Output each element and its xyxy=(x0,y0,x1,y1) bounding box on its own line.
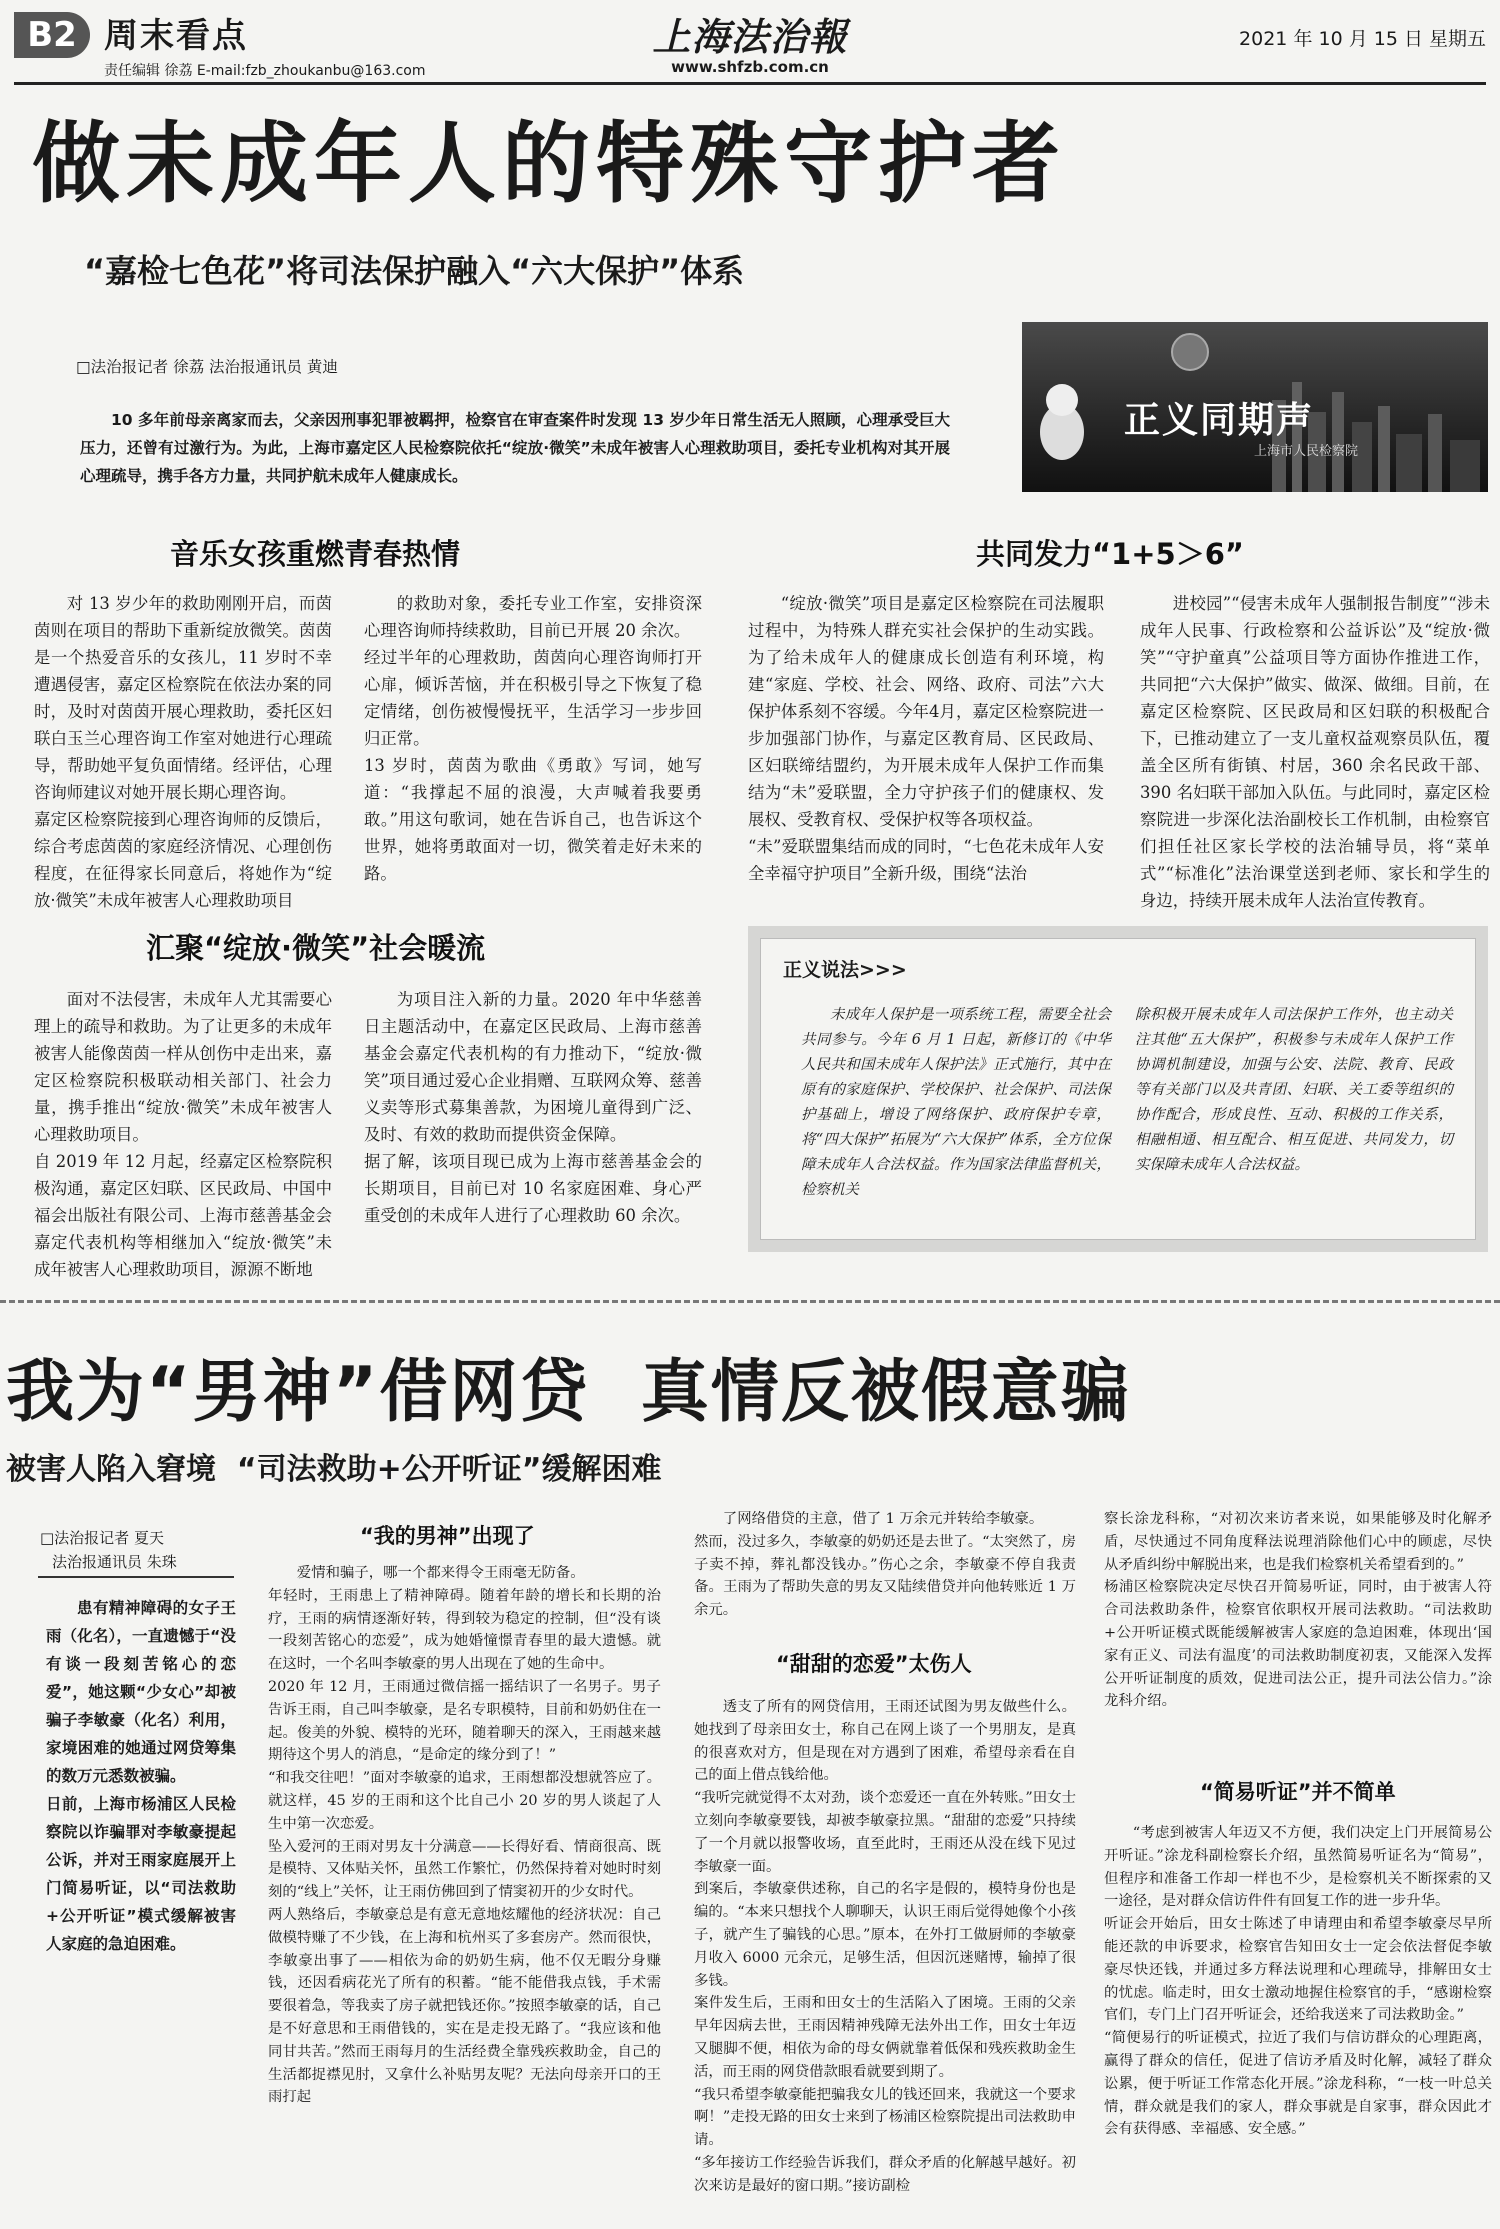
story2-col1: 爱情和骗子，哪一个都来得令王雨毫无防备。 年轻时，王雨患上了精神障碍。随着年龄的增长和长期的治疗，王雨的病情逐渐好转，得到较为稳定的控制，但“没有谈一段刻苦铭心的恋爱”，成为她婚憧憬青春里的最大遗憾。就在这时，一个名叫李敏豪的男人出现在了她的生命中。 2020 年 12 月，王雨通过微信摇一摇结识了一名男子。男子告诉王雨，自己叫李敏豪，是名专职模特，目前和奶奶住在一起。俊美的外貌、模特的光环，随着聊天的深入，王雨越来越期待这个男人的消息，“是命定的缘分到了！” “和我交往吧！”面对李敏豪的追求，王雨想都没想就答应了。就这样，45 岁的王雨和这个比自己小 20 岁的男人谈起了人生中第一次恋爱。 坠入爱河的王雨对男友十分满意——长得好看、情商很高、既是模特、又体贴关怀，虽然工作繁忙，仍然保持着对她时时刻刻的“线上”关怀，让王雨仿佛回到了情窦初开的少女时代。 两人熟络后，李敏豪总是有意无意地炫耀他的经济状况：自己做模特赚了不少钱，在上海和杭州买了多套房产。然而很快，李敏豪出事了——相依为命的奶奶生病，他不仅无暇分身赚钱，还因看病花光了所有的积蓄。“能不能借我点钱，手术需要很着急，等我卖了房子就把钱还你。”按照李敏豪的话，自己是不好意思和王雨借钱的，实在是走投无路了。“我应该和他同甘共苦。”然而王雨每月的生活经费全靠残疾救助金，自己的生活都捉襟见肘，又拿什么补贴男友呢？无法向母亲开口的王雨打起 xyxy=(268,1565,661,2106)
section-title-sweet-love: “甜甜的恋爱”太伤人 xyxy=(776,1652,972,1676)
byline-rule xyxy=(38,1576,234,1578)
story2-subhead: 被害人陷入窘境 “司法救助+公开听证”缓解困难 xyxy=(6,1452,662,1487)
commentary-box-inner xyxy=(760,938,1476,1240)
story1-headline: 做未成年人的特殊守护者 xyxy=(32,112,1067,215)
justice-commentary-box xyxy=(748,926,1488,1252)
section2-col2: 进校园”“侵害未成年人强制报告制度”“涉未成年人民事、行政检察和公益诉讼”及“绽放·微笑”“守护童真”公益项目等方面协作推进工作，共同把“六大保护”做实、做深、做细。目前，在嘉定区检察院、区民政局和区妇联的积极配合下，已推动建立了一支儿童权益观察员队伍，覆盖全区所有街镇、村居，360 余名民政干部、390 名妇联干部加入队伍。与此同时，嘉定区检察院进一步深化法治副校长工作机制，由检察官们担任社区家长学校的法治辅导员，将“菜单式”“标准化”法治课堂送到老师、家长和学生的身边，持续开展未成年人法治宣传教育。 xyxy=(1140,594,1490,910)
story2-col3b: “考虑到被害人年迈又不方便，我们决定上门开展简易公开听证。”涂龙科副检察长介绍，虽然简易听证名为“简易”，但程序和准备工作却一样也不少，是检察机关不断探索的又一途径，是对群众信访件件有回复工作的进一步升华。 听证会开始后，田女士陈述了申请理由和希望李敏豪尽早所能还款的申诉要求，检察官告知田女士一定会依法督促李敏豪尽快还钱，并通过多方释法说理和心理疏导，排解田女士的忧虑。临走时，田女士激动地握住检察官的手，“感谢检察官们，专门上门召开听证会，还给我送来了司法救助金。” “简便易行的听证模式，拉近了我们与信访群众的心理距离，赢得了群众的信任，促进了信访矛盾及时化解，减轻了群众讼累，便于听证工作常态化开展。”涂龙科称，“一枝一叶总关情，群众就是我们的家人，群众事就是自家事，群众因此才会有获得感、幸福感、安全感。” xyxy=(1104,1825,1492,2138)
paper-logo: 上海法治報 xyxy=(652,14,848,59)
story1-lede: 10 多年前母亲离家而去，父亲因刑事犯罪被羁押，检察官在审查案件时发现 13 岁少年日常生活无人照顾，心理承受巨大压力，还曾有过激行为。为此，上海市嘉定区人民检察院依托“绽放·微笑”未成年被害人心理救助项目，委托专业机构对其开展心理疏导，携手各方力量，共同护航未成年人健康成长。 xyxy=(80,411,950,485)
section1-col2: 的救助对象，委托专业工作室，安排资深心理咨询师持续救助，目前已开展 20 余次。 经过半年的心理救助，茵茵向心理咨询师打开心扉，倾诉苦恼，并在积极引导之下恢复了稳定情绪，创伤被慢慢抚平，生活学习一步步回归正常。 13 岁时，茵茵为歌曲《勇敢》写词，她写道：“我撑起不屈的浪漫，大声喊着我要勇敢。”用这句歌词，她在告诉自己，也告诉这个世界，她将勇敢面对一切，微笑着走好未来的路。 xyxy=(364,594,702,883)
page-code-badge: B2 xyxy=(14,12,90,58)
story1-subhead: “嘉检七色花”将司法保护融入“六大保护”体系 xyxy=(84,252,745,290)
story2-col2a: 了网络借贷的主意，借了 1 万余元并转给李敏豪。 然而，没过多久，李敏豪的奶奶还是去世了。“太突然了，房子卖不掉，葬礼都没钱办。”伤心之余，李敏豪不停自我责备。王雨为了帮助失意的男友又陆续借贷并向他转账近 1 万余元。 xyxy=(694,1511,1076,1619)
story2-sidebar: 患有精神障碍的女子王雨（化名），一直遗憾于“没有谈一段刻苦铭心的恋爱”，她这颗“少女心”却被骗子李敏豪（化名）利用，家境困难的她通过网贷筹集的数万元悉数被骗。 日前，上海市杨浦区人民检察院以诈骗罪对李敏豪提起公诉，并对王雨家庭展开上门简易听证，以“司法救助+公开听证”模式缓解被害人家庭的急迫困难。 xyxy=(46,1599,236,1953)
website: www.shfzb.com.cn xyxy=(671,58,829,76)
commentary-col1: 未成年人保护是一项系统工程，需要全社会共同参与。今年 6 月 1 日起，新修订的《中华人民共和国未成年人保护法》正式施行，其中在原有的家庭保护、学校保护、社会保护、司法保护基础上，增设了网络保护、政府保护专章，将“四大保护”拓展为“六大保护”体系，全方位保障未成年人合法权益。作为国家法律监督机关，检察机关 xyxy=(801,1007,1111,1198)
section-title-social-warmth: 汇聚“绽放·微笑”社会暖流 xyxy=(146,931,486,965)
masthead-rule xyxy=(14,82,1486,85)
image-caption-main: 正义同期声 xyxy=(1124,400,1315,441)
justice-voice-image xyxy=(1022,322,1488,492)
section1-col1: 对 13 岁少年的救助刚刚开启，而茵茵则在项目的帮助下重新绽放微笑。茵茵是一个热爱音乐的女孩儿，11 岁时不幸遭遇侵害，嘉定区检察院在依法办案的同时，及时对茵茵开展心理救助，委托区妇联白玉兰心理咨询工作室对她进行心理疏导，帮助她平复负面情绪。经评估，心理咨询师建议对她开展长期心理咨询。 嘉定区检察院接到心理咨询师的反馈后，综合考虑茵茵的家庭经济情况、心理创伤程度，在征得家长同意后，将她作为“绽放·微笑”未成年被害人心理救助项目 xyxy=(34,594,332,910)
story2-headline: 我为“男神”借网贷 真情反被假意骗 xyxy=(6,1353,1131,1432)
section3-col1: 面对不法侵害，未成年人尤其需要心理上的疏导和救助。为了让更多的未成年被害人能像茵茵一样从创伤中走出来，嘉定区检察院积极联动相关部门、社会力量，携手推出“绽放·微笑”未成年被害人心理救助项目。 自 2019 年 12 月起，经嘉定区检察院积极沟通，嘉定区妇联、区民政局、中国中福会出版社有限公司、上海市慈善基金会嘉定代表机构等相继加入“绽放·微笑”未成年被害人心理救助项目，源源不断地 xyxy=(34,990,332,1279)
editor-line: 责任编辑 徐荔 E-mail:fzb_zhoukanbu@163.com xyxy=(104,63,426,79)
commentary-title: 正义说法>>> xyxy=(783,959,907,981)
masthead xyxy=(0,0,1500,80)
story-separator xyxy=(0,1300,1500,1303)
section-title-music-girl: 音乐女孩重燃青春热情 xyxy=(170,537,461,571)
section-title-simple-hearing: “简易听证”并不简单 xyxy=(1200,1780,1396,1804)
story2-byline-2: 法治报通讯员 朱珠 xyxy=(52,1553,177,1571)
section-name: 周末看点 xyxy=(104,16,248,56)
story2-byline-1: □法治报记者 夏天 xyxy=(40,1529,164,1547)
section-title-my-male-god: “我的男神”出现了 xyxy=(360,1524,535,1548)
commentary-col2: 除积极开展未成年人司法保护工作外，也主动关注其他“五大保护”，积极参与未成年人保护工作协调机制建设，加强与公安、法院、教育、民政等有关部门以及共青团、妇联、关工委等组织的协作配合，形成良性、互动、积极的工作关系，相融相通、相互配合、相互促进、共同发力，切实保障未成年人合法权益。 xyxy=(1135,1007,1453,1173)
issue-date: 2021 年 10 月 15 日 星期五 xyxy=(1239,28,1486,50)
story2-col3a: 察长涂龙科称，“对初次来访者来说，如果能够及时化解矛盾，尽快通过不同角度释法说理消除他们心中的顾虑，尽快从矛盾纠纷中解脱出来，也是我们检察机关希望看到的。” 杨浦区检察院决定尽快召开简易听证，同时，由于被害人符合司法救助条件，检察官依职权开展司法救助。“司法救助+公开听证模式既能缓解被害人家庭的急迫困难，体现出‘国家有正义、司法有温度’的司法救助制度初衷，又能深入发挥公开听证制度的质效，促进司法公正，提升司法公信力。”涂龙科介绍。 xyxy=(1104,1511,1492,1710)
story2-col2b: 透支了所有的网贷信用，王雨还试图为男友做些什么。她找到了母亲田女士，称自己在网上谈了一个男朋友，是真的很喜欢对方，但是现在对方遇到了困难，希望母亲看在自己的面上借点钱给他。 “我听完就觉得不太对劲，谈个恋爱还一直在外转账。”田女士立刻向李敏豪要钱，却被李敏豪拉黑。“甜甜的恋爱”只持续了一个月就以报警收场，直至此时，王雨还从没在线下见过李敏豪一面。 到案后，李敏豪供述称，自己的名字是假的，模特身份也是编的。“本来只想找个人聊聊天，认识王雨后觉得她像个小孩子，就产生了骗钱的心思。”原本，在外打工做厨师的李敏豪月收入 6000 元余元，足够生活，但因沉迷赌博，输掉了很多钱。 案件发生后，王雨和田女士的生活陷入了困境。王雨的父亲早年因病去世，王雨因精神残障无法外出工作，田女士年迈又腿脚不便，相依为命的母女俩就靠着低保和残疾救助金生活，而王雨的网贷借款眼看就要到期了。 “我只希望李敏豪能把骗我女儿的钱还回来，我就这一个要求啊！”走投无路的田女士来到了杨浦区检察院提出司法救助申请。 “多年接访工作经验告诉我们，群众矛盾的化解越早越好。初次来访是最好的窗口期。”接访副检 xyxy=(694,1699,1076,2194)
section3-col2: 为项目注入新的力量。2020 年中华慈善日主题活动中，在嘉定区民政局、上海市慈善基金会嘉定代表机构的有力推动下，“绽放·微笑”项目通过爱心企业捐赠、互联网众筹、慈善义卖等形式募集善款，为困境儿童得到广泛、及时、有效的救助而提供资金保障。 据了解，该项目现已成为上海市慈善基金会的长期项目，目前已对 10 名家庭困难、身心严重受创的未成年人进行了心理救助 60 余次。 xyxy=(364,990,702,1225)
story1-byline: □法治报记者 徐荔 法治报通讯员 黄迪 xyxy=(76,358,338,376)
image-caption-small: 上海市人民检察院 xyxy=(1254,444,1359,459)
section2-col1: “绽放·微笑”项目是嘉定区检察院在司法履职过程中，为特殊人群充实社会保护的生动实践。为了给未成年人的健康成长创造有利环境，构建“家庭、学校、社会、网络、政府、司法”六大保护体系刻不容缓。今年4月，嘉定区检察院进一步加强部门协作，与嘉定区教育局、区民政局、区妇联缔结盟约，为开展未成年人保护工作而集结为“未”爱联盟，全力守护孩子们的健康权、发展权、受教育权、受保护权等各项权益。 “未”爱联盟集结而成的同时，“七色花未成年人安全幸福守护项目”全新升级，围绕“法治 xyxy=(748,594,1104,883)
section-title-joint-effort: 共同发力“1+5＞6” xyxy=(976,537,1244,571)
